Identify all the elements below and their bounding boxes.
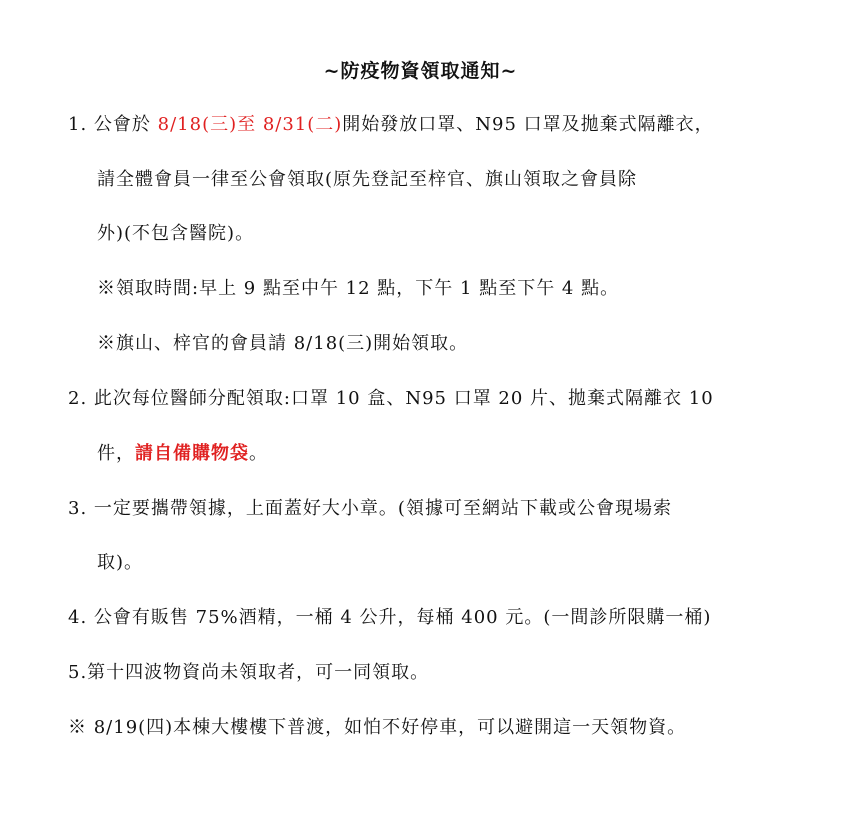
item-5-line: 5.第十四波物資尚未領取者，可一同領取。: [68, 662, 430, 683]
item-4-number: 4.: [68, 607, 88, 628]
document-title: ~防疫物資領取通知~: [323, 60, 518, 82]
item-3-text: 一定要攜帶領據，上面蓋好大小章。(領據可至網站下載或公會現場索: [93, 498, 672, 519]
item-1-text-b: 開始發放口罩、N95 口罩及拋棄式隔離衣，: [342, 114, 714, 135]
item-2-text-c: 。: [249, 443, 268, 464]
item-1-date-range: 8/18(三)至 8/31(二): [150, 114, 343, 135]
item-3-line-2: 取)。: [97, 552, 144, 573]
item-1-text-a: 公會於: [93, 114, 151, 135]
item-2-text-a: 件，: [97, 443, 135, 464]
item-4-text: 公會有販售 75%酒精，一桶 4 公升，每桶 400 元。(一間診所限購一桶): [93, 607, 712, 628]
item-1-note-branches: ※旗山、梓官的會員請 8/18(三)開始領取。: [97, 333, 469, 354]
item-3-number: 3.: [68, 498, 88, 519]
item-3-line-1: [68, 494, 672, 520]
item-4-line-1: [68, 603, 711, 629]
item-1-note-hours: ※領取時間:早上 9 點至中午 12 點，下午 1 點至下午 4 點。: [97, 278, 620, 299]
item-2-line-1: [68, 384, 714, 410]
item-1-number: 1.: [68, 114, 88, 135]
item-1-line-2: 請全體會員一律至公會領取(原先登記至梓官、旗山領取之會員除: [97, 169, 638, 190]
item-1-line-3: 外)(不包含醫院)。: [97, 223, 255, 244]
item-2-line-2: [97, 439, 268, 465]
item-2-text: 此次每位醫師分配領取:口罩 10 盒、N95 口罩 20 片、拋棄式隔離衣 10: [93, 388, 714, 409]
item-1-line-1: [68, 110, 714, 136]
item-2-bring-bag: 請自備購物袋: [135, 443, 249, 464]
parking-note: ※ 8/19(四)本棟大樓樓下普渡，如怕不好停車，可以避開這一天領物資。: [68, 717, 687, 738]
item-2-number: 2.: [68, 388, 88, 409]
